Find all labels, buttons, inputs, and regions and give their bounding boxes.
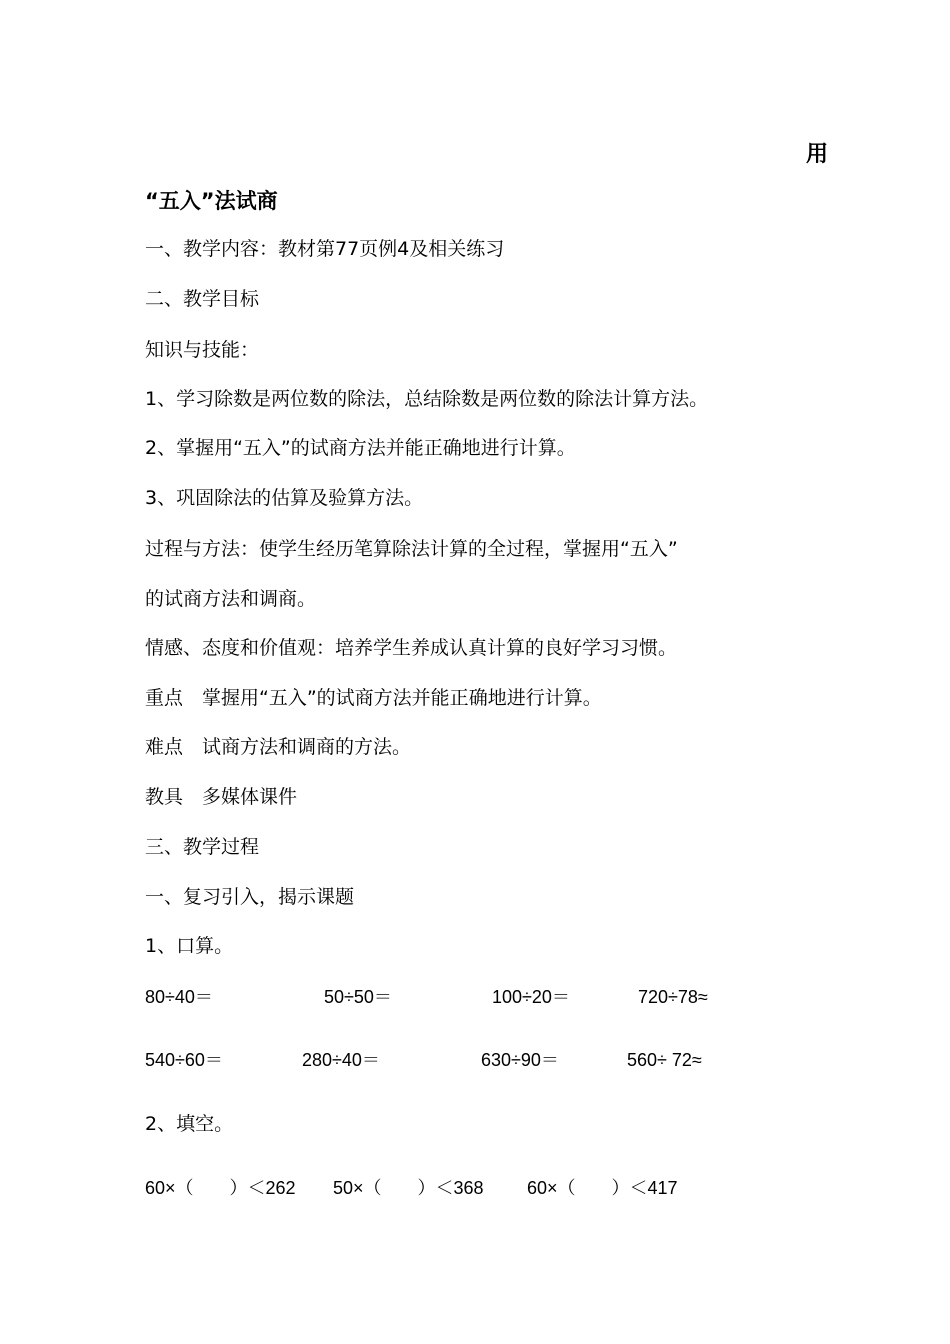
oral-calc-item: 540÷60＝	[145, 1050, 223, 1070]
oral-calc-item: 560÷ 72≈	[627, 1050, 702, 1070]
fill-blank-item: 50×（ ）＜368	[333, 1178, 484, 1198]
goal-item-3: 3、巩固除法的估算及验算方法。	[145, 487, 424, 509]
goal-item-1: 1、学习除数是两位数的除法，总结除数是两位数的除法计算方法。	[145, 388, 709, 410]
emotion-goal: 情感、态度和价值观：培养学生养成认真计算的良好学习习惯。	[145, 637, 678, 659]
oral-calc-item: 280÷40＝	[302, 1050, 380, 1070]
process-method-line-2: 的试商方法和调商。	[145, 588, 317, 610]
oral-calc-item: 630÷90＝	[481, 1050, 559, 1070]
oral-calc-item: 720÷78≈	[638, 987, 708, 1007]
corner-character: 用	[806, 142, 829, 167]
teaching-content: 一、教学内容：教材第77页例4及相关练习	[145, 238, 505, 260]
goals-heading: 二、教学目标	[145, 288, 260, 310]
fill-blank-item: 60×（ ）＜262	[145, 1178, 296, 1198]
oral-calc-item: 80÷40＝	[145, 987, 213, 1007]
oral-calc-item: 50÷50＝	[324, 987, 392, 1007]
fill-blank-item: 60×（ ）＜417	[527, 1178, 678, 1198]
difficulty-point: 难点 试商方法和调商的方法。	[145, 736, 412, 758]
review-heading: 一、复习引入，揭示课题	[145, 886, 355, 908]
page-title: “五入”法试商	[145, 189, 278, 213]
teaching-tools: 教具 多媒体课件	[145, 786, 298, 808]
goal-item-2: 2、掌握用“五入”的试商方法并能正确地进行计算。	[145, 437, 576, 459]
knowledge-heading: 知识与技能：	[145, 339, 260, 361]
key-point: 重点 掌握用“五入”的试商方法并能正确地进行计算。	[145, 687, 602, 709]
process-method-line-1: 过程与方法：使学生经历笔算除法计算的全过程，掌握用“五入”	[145, 538, 678, 560]
oral-calc-heading: 1、口算。	[145, 935, 234, 957]
oral-calc-item: 100÷20＝	[492, 987, 570, 1007]
fill-blank-heading: 2、填空。	[145, 1113, 234, 1135]
process-heading: 三、教学过程	[145, 836, 260, 858]
